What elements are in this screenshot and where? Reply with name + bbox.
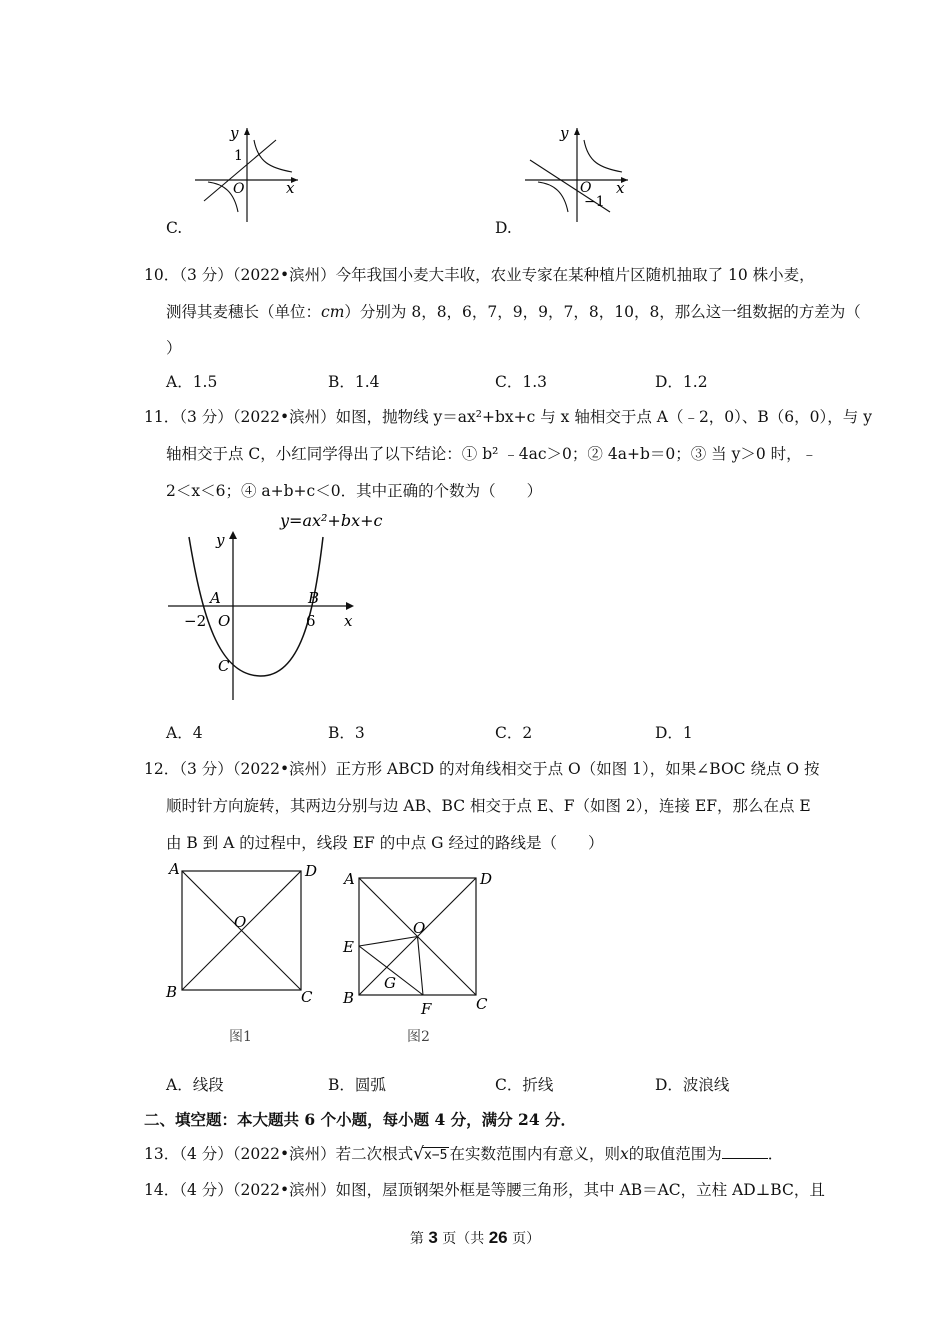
parabola-point-a: A bbox=[210, 589, 221, 607]
q10-line-3: ） bbox=[166, 339, 182, 357]
fig1-label-c: C bbox=[301, 988, 313, 1006]
parabola-origin: O bbox=[218, 612, 231, 630]
q12-option-a: A．线段 bbox=[166, 1076, 224, 1094]
section-2-heading: 二、填空题：本大题共 6 个小题，每小题 4 分，满分 24 分． bbox=[144, 1110, 577, 1129]
q13-line: 13．（4 分）（2022•滨州）若二次根式√x−5 在实数范围内有意义，则x的取值范围为 ． bbox=[144, 1144, 784, 1164]
fig2-label-f: F bbox=[421, 1000, 432, 1018]
graph-c-one-label: 1 bbox=[234, 148, 243, 164]
q12-option-c: C．折线 bbox=[495, 1076, 554, 1094]
fig2-caption: 图2 bbox=[407, 1029, 430, 1045]
q11-line-1: 11．（3 分）（2022•滨州）如图，抛物线 y＝ax²+bx+c 与 x 轴相交于点 A（﹣2，0）、B（6，0），与 y bbox=[144, 408, 872, 426]
graph-d-neg-one-label: −1 bbox=[584, 194, 605, 210]
q10-option-d: D．1.2 bbox=[655, 373, 708, 391]
parabola-point-b: B bbox=[308, 589, 320, 607]
fig2-label-g: G bbox=[384, 974, 396, 992]
q10-option-b: B．1.4 bbox=[328, 373, 380, 391]
fig1-label-o: O bbox=[234, 913, 247, 931]
q10-option-c: C．1.3 bbox=[495, 373, 548, 391]
sqrt-radicand: x−5 bbox=[423, 1148, 448, 1163]
q13-variable: x bbox=[619, 1145, 629, 1163]
graph-d-x-label: x bbox=[616, 179, 625, 197]
parabola-point-c: C bbox=[218, 657, 230, 675]
q12-option-b: B．圆弧 bbox=[328, 1076, 386, 1094]
fig2-label-a: A bbox=[344, 870, 355, 888]
graph-d-origin-label: O bbox=[580, 180, 592, 196]
q12-line-2: 顺时针方向旋转，其两边分别与边 AB、BC 相交于点 E、F（如图 2），连接 EF，那么在点 E bbox=[166, 797, 811, 815]
parabola-six: 6 bbox=[306, 612, 316, 630]
fig1-caption: 图1 bbox=[229, 1029, 252, 1045]
q12-line-1: 12．（3 分）（2022•滨州）正方形 ABCD 的对角线相交于点 O（如图 1），如果∠BOC 绕点 O 按 bbox=[144, 760, 820, 778]
q11-option-c: C．2 bbox=[495, 724, 533, 742]
fig1-label-a: A bbox=[169, 860, 180, 878]
q10-option-a: A．1.5 bbox=[166, 373, 218, 391]
q12-line-3: 由 B 到 A 的过程中，线段 EF 的中点 G 经过的路线是（ ） bbox=[166, 834, 604, 852]
total-pages: 26 bbox=[488, 1228, 508, 1247]
q10-line-2: 测得其麦穗长（单位：cm）分别为 8，8，6，7，9，9，7，8，10，8，那么这一组数据的方差为（ bbox=[166, 303, 861, 321]
fig2-label-d: D bbox=[480, 870, 493, 888]
square-figure-1 bbox=[160, 856, 330, 1056]
q10-line-1: 10．（3 分）（2022•滨州）今年我国小麦大丰收，农业专家在某种植片区随机抽取了 10 株小麦， bbox=[144, 266, 815, 284]
page-number: 3 bbox=[428, 1228, 438, 1247]
q11-line-3: 2＜x＜6；④ a+b+c＜0．其中正确的个数为（ ） bbox=[166, 482, 543, 500]
q10-unit: cm bbox=[321, 303, 345, 321]
parabola-graph bbox=[160, 505, 390, 705]
graph-c-y-label: y bbox=[230, 124, 239, 142]
q11-option-b: B．3 bbox=[328, 724, 365, 742]
q11-option-a: A．4 bbox=[166, 724, 203, 742]
page-footer: 第 3 页（共 26 页） bbox=[409, 1228, 541, 1247]
q12-option-d: D．波浪线 bbox=[655, 1076, 730, 1094]
q9-option-d: D. bbox=[495, 219, 512, 237]
graph-option-d bbox=[520, 122, 635, 227]
graph-c-origin-label: O bbox=[233, 181, 245, 197]
fig2-label-b: B bbox=[343, 989, 355, 1007]
fig2-label-o: O bbox=[413, 919, 426, 937]
fig1-label-d: D bbox=[305, 862, 318, 880]
q14-line-1: 14．（4 分）（2022•滨州）如图，屋顶钢架外框是等腰三角形，其中 AB＝AC，立柱 AD⊥BC，且 bbox=[144, 1181, 825, 1199]
graph-d-y-label: y bbox=[560, 124, 569, 142]
q11-option-d: D．1 bbox=[655, 724, 693, 742]
graph-option-c bbox=[190, 122, 305, 227]
parabola-y-label: y bbox=[216, 531, 225, 549]
q9-option-c: C. bbox=[166, 219, 183, 237]
fig2-label-e: E bbox=[343, 938, 354, 956]
parabola-neg-two: −2 bbox=[184, 612, 207, 630]
fig2-label-c: C bbox=[476, 995, 488, 1013]
q13-answer-blank bbox=[722, 1144, 768, 1159]
parabola-equation: y=ax²+bx+c bbox=[280, 511, 383, 530]
sqrt-symbol: √ bbox=[413, 1144, 424, 1164]
q11-line-2: 轴相交于点 C，小红同学得出了以下结论：① b² ﹣4ac＞0；② 4a+b＝0；③ 当 y＞0 时，﹣ bbox=[166, 445, 818, 463]
graph-c-x-label: x bbox=[286, 179, 295, 197]
parabola-x-label: x bbox=[344, 612, 353, 630]
square-figure-2 bbox=[335, 862, 505, 1062]
fig1-label-b: B bbox=[166, 983, 178, 1001]
